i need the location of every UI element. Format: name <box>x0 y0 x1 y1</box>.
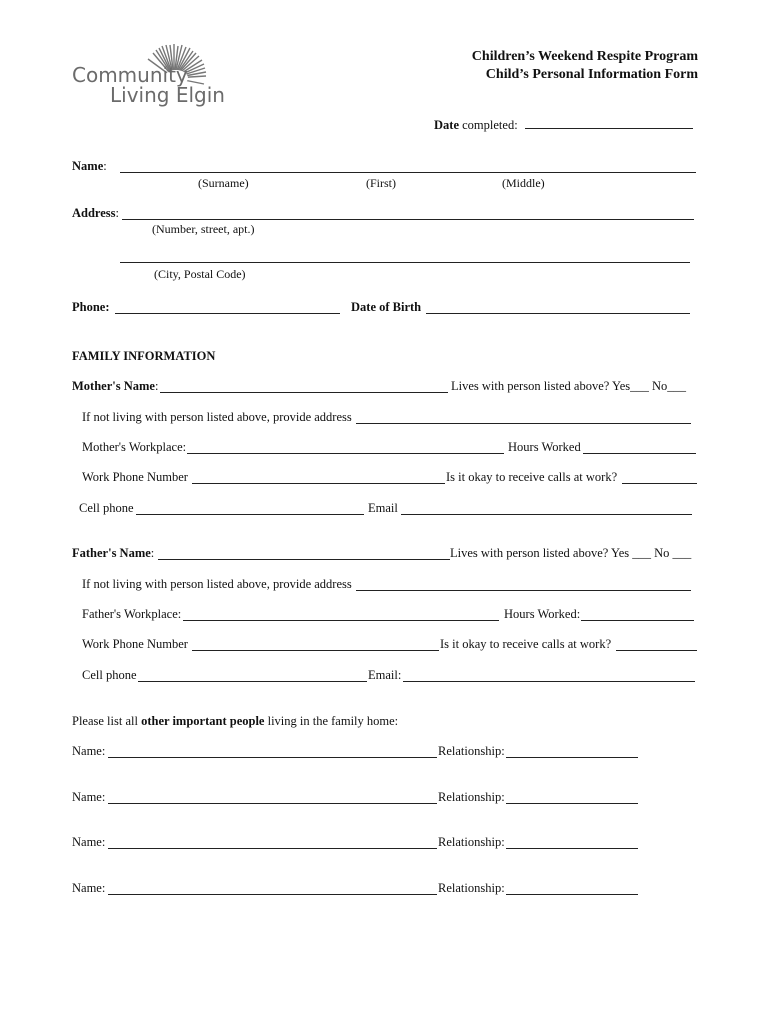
logo-text-community: Community <box>72 63 188 87</box>
other-name-field[interactable] <box>108 790 437 804</box>
father-not-living-label: If not living with person listed above, provide address <box>82 577 352 591</box>
date-completed-row <box>434 115 693 133</box>
mother-email-label: Email <box>368 501 398 515</box>
mother-cell-field[interactable] <box>136 501 364 515</box>
mother-work-phone-field[interactable] <box>192 470 445 484</box>
address-row <box>72 206 119 221</box>
mother-name-label-wrap <box>72 379 158 394</box>
address-label: Address <box>72 206 116 220</box>
other-relationship-field[interactable] <box>506 835 638 849</box>
mother-alt-address-field[interactable] <box>356 410 691 424</box>
father-lives-with: Lives with person listed above? Yes ___ No ___ <box>450 546 692 560</box>
date-label: Date <box>434 118 459 132</box>
dob-field[interactable] <box>426 300 690 314</box>
phone-label: Phone: <box>72 300 110 314</box>
dob-label: Date of Birth <box>351 300 422 314</box>
other-name-label: Name: <box>72 744 106 758</box>
mother-name-colon: : <box>154 379 159 393</box>
mother-cell-label: Cell phone <box>79 501 134 515</box>
address-line1-field[interactable] <box>122 206 694 220</box>
other-relationship-label: Relationship: <box>438 835 505 849</box>
name-colon: : <box>103 159 107 173</box>
father-email-label: Email: <box>368 668 402 682</box>
father-cell-label: Cell phone <box>82 668 137 682</box>
father-workplace-field[interactable] <box>183 607 499 621</box>
date-completed-field[interactable] <box>525 115 693 129</box>
other-relationship-label: Relationship: <box>438 744 505 758</box>
mother-hours-label: Hours Worked <box>508 440 581 454</box>
others-intro-bold: other important people <box>141 714 265 728</box>
father-ok-calls-field[interactable] <box>616 637 697 651</box>
mother-not-living-label: If not living with person listed above, provide address <box>82 410 352 424</box>
father-work-phone-field[interactable] <box>192 637 439 651</box>
father-name-label-wrap <box>72 546 154 561</box>
other-relationship-field[interactable] <box>506 744 638 758</box>
father-alt-address-field[interactable] <box>356 577 691 591</box>
name-label: Name <box>72 159 104 173</box>
mother-workplace-label: Mother's Workplace: <box>82 440 187 454</box>
mother-ok-calls-field[interactable] <box>622 470 697 484</box>
mother-workplace-field[interactable] <box>187 440 504 454</box>
child-name-field[interactable] <box>120 159 696 173</box>
address-line2-field[interactable] <box>120 249 690 263</box>
name-row <box>72 159 107 174</box>
logo-text-living-elgin: Living Elgin <box>110 83 225 107</box>
phone-field[interactable] <box>115 300 340 314</box>
family-info-heading: FAMILY INFORMATION <box>72 349 216 363</box>
mother-hours-field[interactable] <box>583 440 696 454</box>
surname-hint: (Surname) <box>198 176 249 190</box>
other-name-label: Name: <box>72 835 106 849</box>
mother-email-field[interactable] <box>401 501 692 515</box>
father-work-phone-label: Work Phone Number <box>82 637 188 651</box>
father-workplace-label: Father's Workplace: <box>82 607 182 621</box>
address-line2-hint: (City, Postal Code) <box>154 267 246 281</box>
other-relationship-field[interactable] <box>506 790 638 804</box>
father-name-field[interactable] <box>158 546 450 560</box>
mother-work-phone-label: Work Phone Number <box>82 470 188 484</box>
form-title-program: Children’s Weekend Respite Program <box>471 49 698 64</box>
mother-lives-with: Lives with person listed above? Yes___ No___ <box>451 379 687 393</box>
other-name-field[interactable] <box>108 835 437 849</box>
father-hours-label: Hours Worked: <box>504 607 581 621</box>
others-intro-post: living in the family home: <box>264 714 399 728</box>
mother-ok-calls-label: Is it okay to receive calls at work? <box>446 470 618 484</box>
father-name-colon: : <box>150 546 155 560</box>
other-name-label: Name: <box>72 790 106 804</box>
other-name-field[interactable] <box>108 744 437 758</box>
first-hint: (First) <box>366 176 396 190</box>
father-hours-field[interactable] <box>581 607 694 621</box>
others-intro-pre: Please list all <box>72 714 142 728</box>
father-name-label: Father's Name <box>72 546 151 560</box>
other-relationship-label: Relationship: <box>438 790 505 804</box>
other-name-field[interactable] <box>108 881 437 895</box>
father-cell-field[interactable] <box>138 668 367 682</box>
other-relationship-field[interactable] <box>506 881 638 895</box>
mother-name-label: Mother's Name <box>72 379 155 393</box>
address-line1-hint: (Number, street, apt.) <box>152 222 255 236</box>
other-relationship-label: Relationship: <box>438 881 505 895</box>
completed-label: completed: <box>459 118 518 132</box>
address-colon: : <box>115 206 120 220</box>
mother-name-field[interactable] <box>160 379 448 393</box>
others-intro <box>72 714 398 729</box>
father-ok-calls-label: Is it okay to receive calls at work? <box>440 637 612 651</box>
other-name-label: Name: <box>72 881 106 895</box>
form-title-form: Child’s Personal Information Form <box>485 67 698 82</box>
middle-hint: (Middle) <box>502 176 545 190</box>
father-email-field[interactable] <box>403 668 695 682</box>
